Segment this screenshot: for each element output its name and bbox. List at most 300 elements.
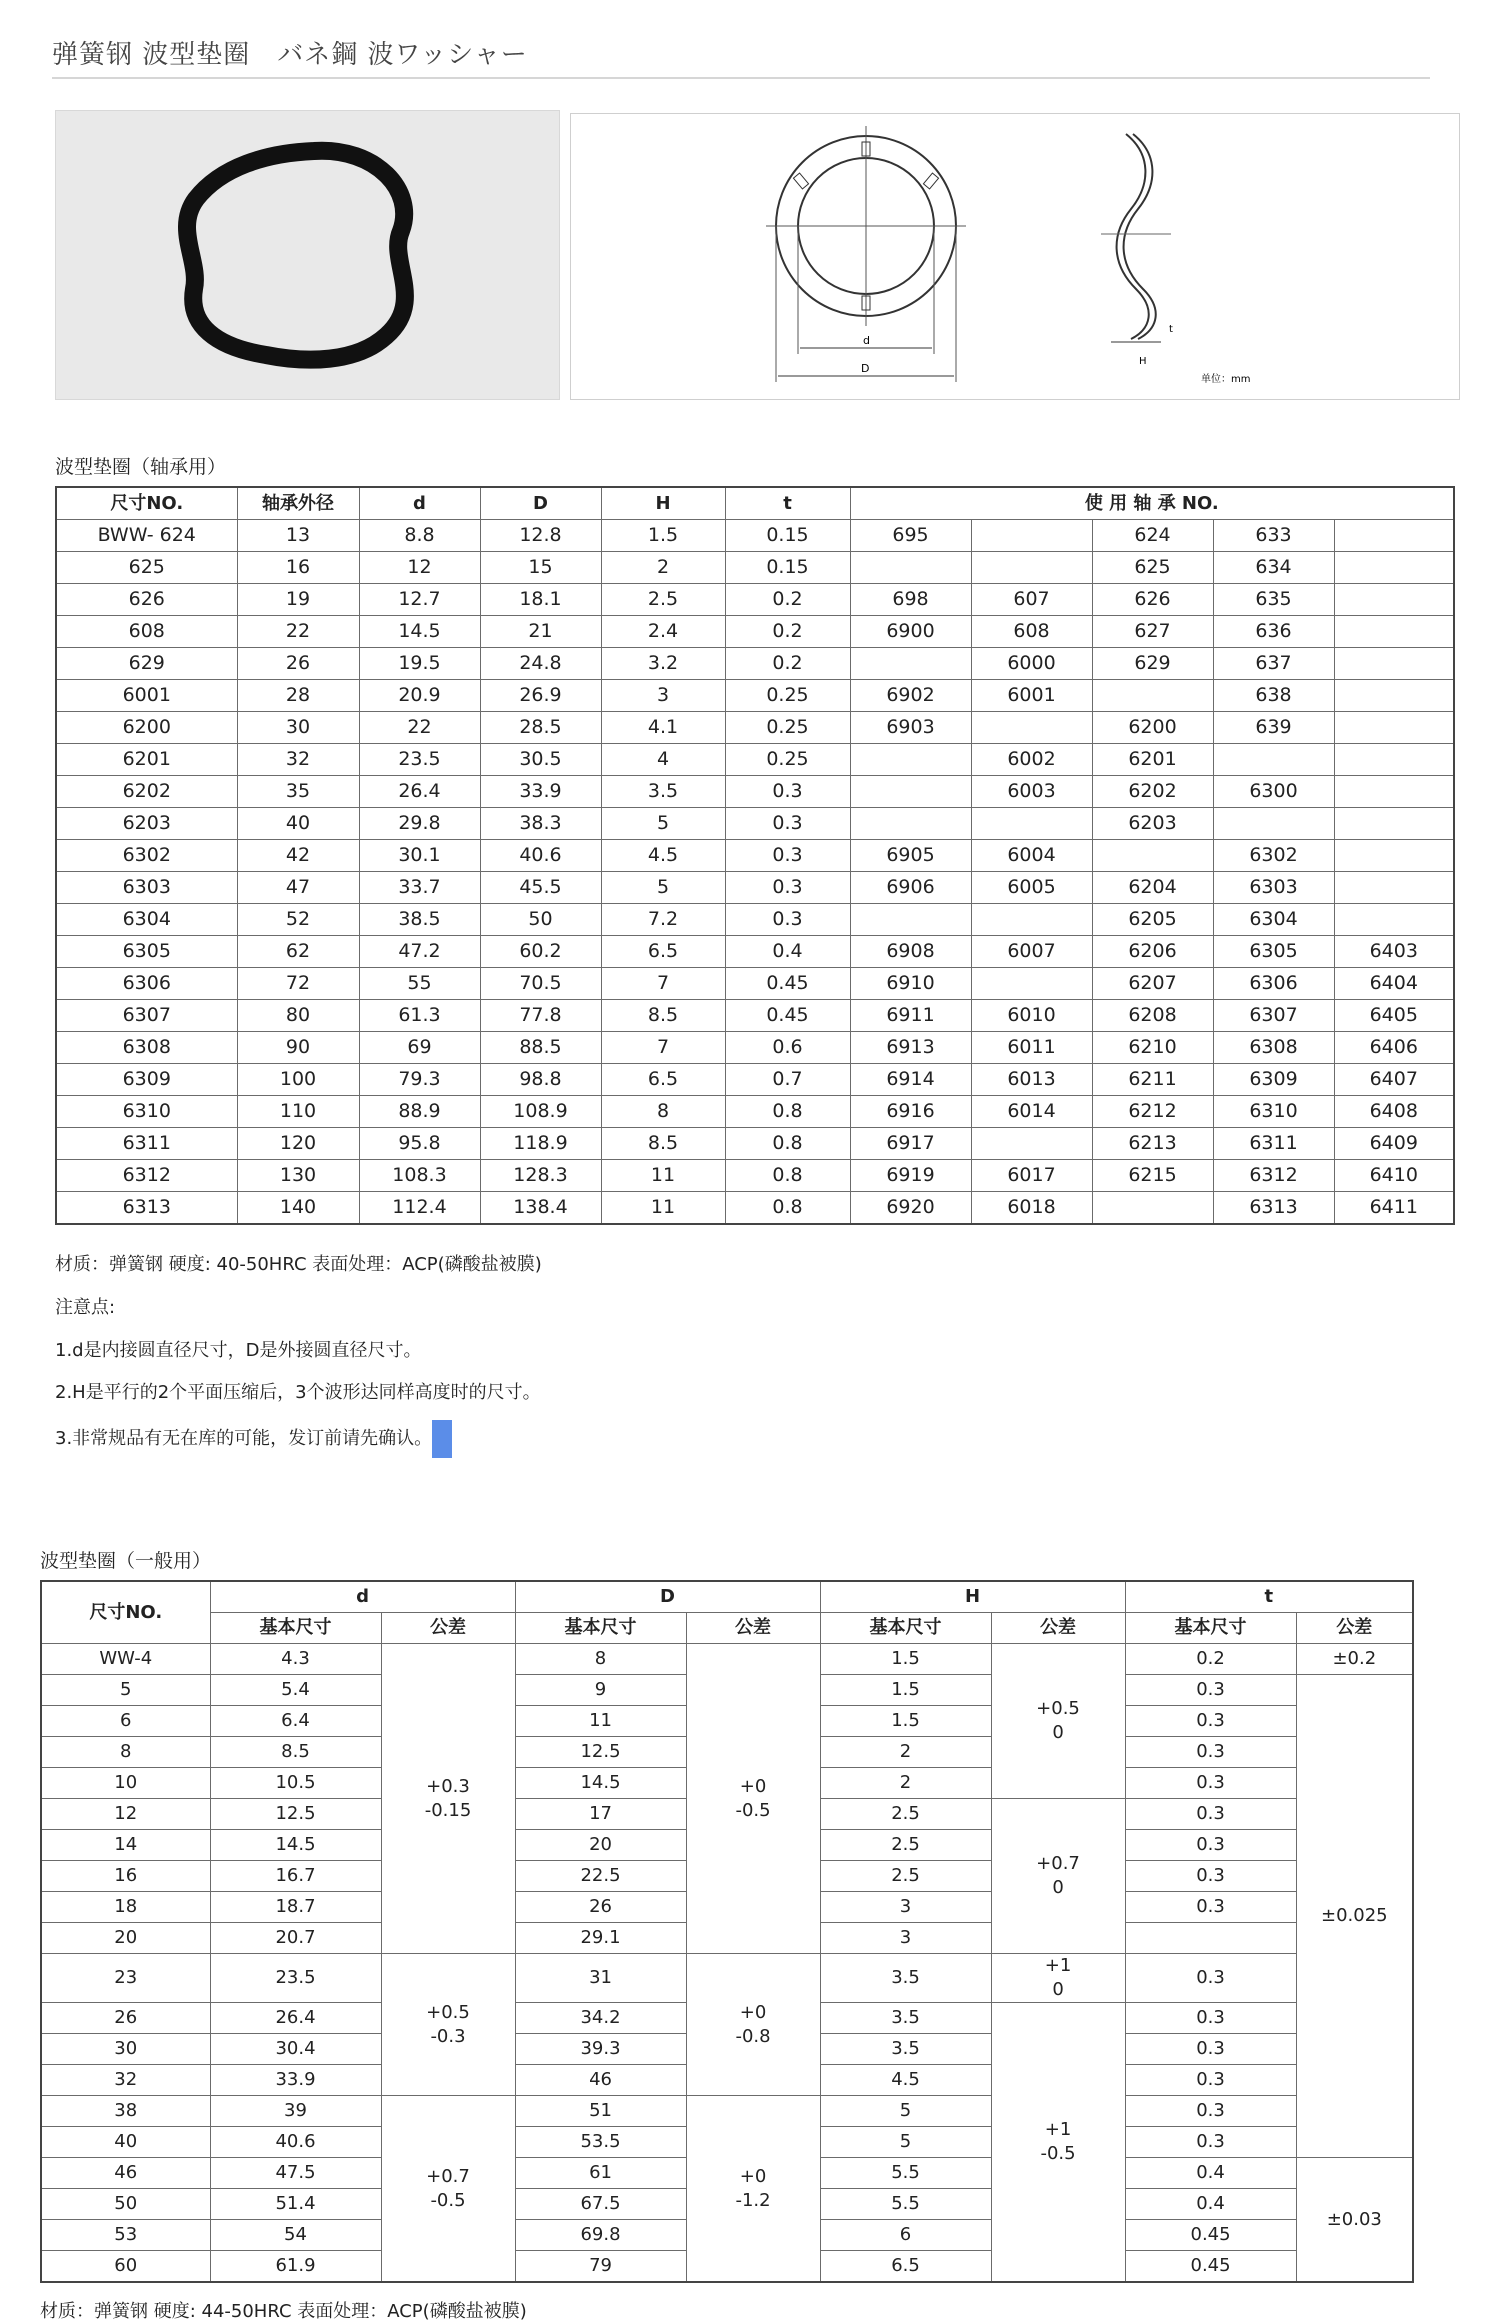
tolerance-cell: ±0.2 [1296,1644,1413,1675]
column-header: D [515,1581,820,1613]
table-cell: 6.5 [820,2251,991,2283]
table-cell: 6307 [56,1000,237,1032]
table-cell: 130 [237,1160,359,1192]
table-cell: 6903 [850,712,971,744]
table-cell: 112.4 [359,1192,480,1225]
tolerance-value: 0 [1052,1877,1064,1898]
table-cell: 6204 [1092,872,1213,904]
table-cell: 11 [601,1192,725,1225]
tolerance-value: +0.5 [426,2001,470,2023]
table-cell: 6018 [971,1192,1092,1225]
table-cell [1092,840,1213,872]
table-cell: 6309 [1213,1064,1334,1096]
tolerance-value: +0.5 [1036,1698,1080,1719]
product-photo [55,110,560,400]
table-cell: 1.5 [601,520,725,552]
table-cell: 46 [41,2158,210,2189]
table-cell: 638 [1213,680,1334,712]
title-divider [52,77,1430,79]
table-cell: 629 [1092,648,1213,680]
table-cell: 8 [41,1737,210,1768]
table-cell: 6307 [1213,1000,1334,1032]
table-cell [971,968,1092,1000]
table-cell: 0.4 [725,936,850,968]
table-cell: 2 [820,1737,991,1768]
table-cell: 70.5 [480,968,601,1000]
table-cell: 38.5 [359,904,480,936]
table-cell: 6306 [56,968,237,1000]
table-cell: 30.1 [359,840,480,872]
table-cell: 22 [359,712,480,744]
table-cell: 60.2 [480,936,601,968]
table-cell: 6201 [1092,744,1213,776]
table-cell: 6303 [56,872,237,904]
table-cell: 0.45 [725,968,850,1000]
table-cell [850,744,971,776]
tolerance-cell [381,2096,515,2283]
tolerance-value: 0 [1052,1979,1064,2000]
column-header: 轴承外径 [237,487,359,520]
table-cell: 5 [601,808,725,840]
table-cell: 6001 [971,680,1092,712]
table-cell: 0.2 [725,584,850,616]
table-cell: 0.3 [725,840,850,872]
table-cell: 20.7 [210,1923,381,1954]
table-cell: 0.3 [1125,1830,1296,1861]
label-D: D [861,362,870,375]
table-cell: 2.5 [820,1830,991,1861]
table-cell: 108.3 [359,1160,480,1192]
table-cell: 0.25 [725,744,850,776]
table-cell: 52 [237,904,359,936]
table-cell: 5 [820,2127,991,2158]
table-cell: 6003 [971,776,1092,808]
table-cell: 6305 [56,936,237,968]
table-cell: 695 [850,520,971,552]
table-row [56,744,1454,776]
table-cell: 6919 [850,1160,971,1192]
tolerance-value: -0.5 [430,2189,466,2211]
table-cell: 5.5 [820,2189,991,2220]
table-cell: 6206 [1092,936,1213,968]
table-cell: 6210 [1092,1032,1213,1064]
table-cell: 6213 [1092,1128,1213,1160]
tolerance-value: +1 [1044,1955,1072,1976]
table-cell: 19.5 [359,648,480,680]
table-cell: 6313 [1213,1192,1334,1225]
table-cell: 6916 [850,1096,971,1128]
table-cell [1334,616,1454,648]
table-cell: 88.9 [359,1096,480,1128]
table-cell: 6309 [56,1064,237,1096]
table-cell: 8.8 [359,520,480,552]
table-cell: 6311 [1213,1128,1334,1160]
table-cell: 0.15 [725,520,850,552]
table-cell: 18 [41,1892,210,1923]
table-cell: 6 [41,1706,210,1737]
unit-label: 单位：mm [1201,374,1251,385]
table-cell: 13 [237,520,359,552]
table-cell [1213,808,1334,840]
table-cell: 2.5 [601,584,725,616]
column-header: d [359,487,480,520]
table-cell: 0.15 [725,552,850,584]
table-cell: 55 [359,968,480,1000]
note-1: 1.d是内接圆直径尺寸，D是外接圆直径尺寸。 [55,1340,422,1361]
table-cell: 10.5 [210,1768,381,1799]
table-cell: 6215 [1092,1160,1213,1192]
table-cell: 6407 [1334,1064,1454,1096]
table-row [41,1644,1413,1675]
table-cell: 6.4 [210,1706,381,1737]
table-row [56,712,1454,744]
table-cell [1334,808,1454,840]
table-cell: 6311 [56,1128,237,1160]
table-cell: 6202 [56,776,237,808]
table-cell: 636 [1213,616,1334,648]
table-cell [971,1128,1092,1160]
table-cell [850,808,971,840]
column-header: t [725,487,850,520]
table-cell: 6305 [1213,936,1334,968]
table-cell: 6203 [56,808,237,840]
table-cell: 1.5 [820,1706,991,1737]
table-cell: 6308 [56,1032,237,1064]
column-header: 公差 [991,1613,1125,1644]
table-cell: 4.3 [210,1644,381,1675]
table-cell: 67.5 [515,2189,686,2220]
table-cell [1334,872,1454,904]
technical-drawing [570,113,1460,400]
table-cell: 6313 [56,1192,237,1225]
table-row [56,1096,1454,1128]
table-cell [1213,744,1334,776]
table-cell: 79 [515,2251,686,2283]
sub-header-row [41,1613,1413,1644]
tolerance-value: -0.5 [735,1799,771,1821]
table-cell: 98.8 [480,1064,601,1096]
table-cell: 24.8 [480,648,601,680]
general-table-caption: 波型垫圈（一般用） [40,1550,212,1572]
table-cell: 118.9 [480,1128,601,1160]
table-cell: 32 [237,744,359,776]
table-row [56,520,1454,552]
table-cell: 6308 [1213,1032,1334,1064]
table-cell: 47 [237,872,359,904]
table-cell: 0.3 [1125,1799,1296,1830]
table-cell: 12 [41,1799,210,1830]
table-cell: 6303 [1213,872,1334,904]
table-cell: 626 [1092,584,1213,616]
table-cell: 6403 [1334,936,1454,968]
table-cell: 42 [237,840,359,872]
table-cell: 26 [515,1892,686,1923]
table-cell: 30.4 [210,2034,381,2065]
table-cell: 40.6 [210,2127,381,2158]
table-cell: 23 [41,1954,210,2003]
table-cell [1334,776,1454,808]
table-cell: 3 [820,1923,991,1954]
table-cell: 0.3 [1125,1737,1296,1768]
table-row [56,936,1454,968]
table-cell: 8 [601,1096,725,1128]
table-cell: 32 [41,2065,210,2096]
table-cell: 6310 [56,1096,237,1128]
table-cell: 6302 [1213,840,1334,872]
tolerance-cell: ±0.025 [1296,1675,1413,2158]
table-cell: 635 [1213,584,1334,616]
table-cell: 3.5 [820,1954,991,2003]
table-cell [1334,520,1454,552]
table-cell: 39 [210,2096,381,2127]
notes-heading: 注意点: [55,1297,116,1318]
table-cell: 3.2 [601,648,725,680]
tolerance-value: +0 [739,1775,767,1797]
table-cell: 79.3 [359,1064,480,1096]
table-cell [1334,840,1454,872]
table-cell: 30 [41,2034,210,2065]
table-cell: 53 [41,2220,210,2251]
table-cell: 9 [515,1675,686,1706]
table-cell: 18.7 [210,1892,381,1923]
table-cell: 3 [601,680,725,712]
table-cell: 15 [480,552,601,584]
tolerance-value: +0.7 [426,2165,470,2187]
table-cell: 16.7 [210,1861,381,1892]
table-cell: 29.1 [515,1923,686,1954]
column-header: 基本尺寸 [1125,1613,1296,1644]
table-cell: 624 [1092,520,1213,552]
table-cell: 5 [601,872,725,904]
table-cell: 6208 [1092,1000,1213,1032]
table-cell: 0.8 [725,1096,850,1128]
table-cell: 629 [56,648,237,680]
table-cell: 6408 [1334,1096,1454,1128]
column-header: t [1125,1581,1413,1613]
table-cell [971,712,1092,744]
note-3-row [55,1420,452,1458]
table-cell: 0.6 [725,1032,850,1064]
table-cell: 2.4 [601,616,725,648]
table-cell [1334,904,1454,936]
tolerance-cell [381,1644,515,1954]
table-cell [1092,1192,1213,1225]
tolerance-value: -1.2 [735,2189,771,2211]
table-cell: 6011 [971,1032,1092,1064]
table-cell: 4.1 [601,712,725,744]
table-cell: 4.5 [601,840,725,872]
wave-washer-drawing [571,114,1459,399]
table-cell: 6004 [971,840,1092,872]
table-cell: 607 [971,584,1092,616]
wave-washer-image [56,111,559,399]
table-cell: 60 [41,2251,210,2283]
tolerance-value: -0.3 [430,2025,466,2047]
table-cell: 3 [820,1892,991,1923]
table-cell: 0.45 [1125,2220,1296,2251]
material-note: 材质：弹簧钢 硬度: 40-50HRC 表面处理：ACP(磷酸盐被膜) [55,1254,542,1275]
table-header-row [56,487,1454,520]
table-cell: 14 [41,1830,210,1861]
column-header: 尺寸NO. [41,1581,210,1644]
table-cell: 6001 [56,680,237,712]
table-cell: 0.3 [1125,1861,1296,1892]
table-cell: 6914 [850,1064,971,1096]
table-cell: 0.3 [725,872,850,904]
table-cell: 28 [237,680,359,712]
table-cell: 1.5 [820,1644,991,1675]
column-header: 尺寸NO. [56,487,237,520]
table-cell: 6207 [1092,968,1213,1000]
table-row [56,776,1454,808]
table-cell: 33.7 [359,872,480,904]
tolerance-value: -0.5 [1040,2143,1076,2164]
table-cell: 23.5 [359,744,480,776]
table-cell: 61.3 [359,1000,480,1032]
table-cell: 0.3 [1125,2034,1296,2065]
table-cell: 608 [971,616,1092,648]
table-cell: 6404 [1334,968,1454,1000]
table-cell: 8.5 [210,1737,381,1768]
table-cell: 6304 [1213,904,1334,936]
table-cell: 108.9 [480,1096,601,1128]
table-cell: 16 [237,552,359,584]
tolerance-value: +1 [1044,2119,1072,2140]
table-cell: 54 [210,2220,381,2251]
table-cell: 0.4 [1125,2158,1296,2189]
table-row [56,680,1454,712]
table-cell [971,552,1092,584]
tolerance-cell [991,1954,1125,2003]
label-H: H [1139,356,1147,367]
table-cell: 6905 [850,840,971,872]
table-cell: 6200 [56,712,237,744]
table-cell: 12 [359,552,480,584]
table-cell: 7 [601,968,725,1000]
table-cell [850,552,971,584]
table-cell: 6312 [1213,1160,1334,1192]
table-cell: 38 [41,2096,210,2127]
table-cell: 21 [480,616,601,648]
table-cell: 69 [359,1032,480,1064]
table-cell: 40.6 [480,840,601,872]
table-row [56,1032,1454,1064]
tolerance-cell [991,2003,1125,2283]
table-cell: WW-4 [41,1644,210,1675]
column-header: 基本尺寸 [210,1613,381,1644]
table-cell: 627 [1092,616,1213,648]
table-cell: 14.5 [515,1768,686,1799]
column-header: H [601,487,725,520]
table-cell: 26.9 [480,680,601,712]
table-cell [1334,648,1454,680]
column-header: 公差 [381,1613,515,1644]
table-cell [850,776,971,808]
table-cell: 62 [237,936,359,968]
table-cell: 12.7 [359,584,480,616]
table-cell: 6310 [1213,1096,1334,1128]
table-cell: 8.5 [601,1000,725,1032]
table-cell [850,904,971,936]
table-cell: 6302 [56,840,237,872]
table-row [56,808,1454,840]
table-cell: 6913 [850,1032,971,1064]
table-cell: 3.5 [820,2034,991,2065]
table-cell: 11 [601,1160,725,1192]
table-cell: 626 [56,584,237,616]
table-cell: 5 [41,1675,210,1706]
table-cell: 6405 [1334,1000,1454,1032]
table-cell: 4 [601,744,725,776]
table-cell: 20.9 [359,680,480,712]
table-cell: 30.5 [480,744,601,776]
column-header: 基本尺寸 [515,1613,686,1644]
footer-material: 材质：弹簧钢 硬度: 44-50HRC 表面处理：ACP(磷酸盐被膜) [40,2301,527,2322]
table-cell: 0.3 [1125,1706,1296,1737]
label-t: t [1169,324,1173,335]
table-row [56,584,1454,616]
table-cell: 6203 [1092,808,1213,840]
table-cell [971,520,1092,552]
table-cell: 6300 [1213,776,1334,808]
table-cell: 45.5 [480,872,601,904]
note-2: 2.H是平行的2个平面压缩后，3个波形达同样高度时的尺寸。 [55,1382,541,1403]
table-cell: 120 [237,1128,359,1160]
table-cell: 6002 [971,744,1092,776]
table-cell [1334,712,1454,744]
column-header: 公差 [1296,1613,1413,1644]
table-cell: 26.4 [359,776,480,808]
table-cell: 29.8 [359,808,480,840]
table-cell: 6906 [850,872,971,904]
table-row [56,648,1454,680]
table-cell: 33.9 [210,2065,381,2096]
table-cell: 6304 [56,904,237,936]
table-cell: 6000 [971,648,1092,680]
table-cell [1334,680,1454,712]
table-cell: 0.2 [725,616,850,648]
table-cell: 16 [41,1861,210,1892]
tolerance-value: +0.3 [426,1775,470,1797]
table-cell: 88.5 [480,1032,601,1064]
table-cell: 2 [820,1768,991,1799]
table-cell: 0.45 [1125,2251,1296,2283]
table-cell: 6910 [850,968,971,1000]
table-cell: 633 [1213,520,1334,552]
table-row [56,968,1454,1000]
tolerance-cell [991,1799,1125,1954]
table-cell: 6010 [971,1000,1092,1032]
table-cell: 30 [237,712,359,744]
table-cell: 6306 [1213,968,1334,1000]
table-cell: 0.2 [725,648,850,680]
table-cell: 51 [515,2096,686,2127]
tolerance-cell [686,1644,820,1954]
table-cell: 6409 [1334,1128,1454,1160]
table-row [56,1064,1454,1096]
table-cell: 46 [515,2065,686,2096]
table-cell: 95.8 [359,1128,480,1160]
table-cell: 138.4 [480,1192,601,1225]
table-cell: 0.3 [725,808,850,840]
table-cell: 19 [237,584,359,616]
table-cell: 53.5 [515,2127,686,2158]
group-header-row [41,1581,1413,1613]
table-cell: 50 [480,904,601,936]
table-cell: 7 [601,1032,725,1064]
table-cell [1092,680,1213,712]
table-cell: 11 [515,1706,686,1737]
